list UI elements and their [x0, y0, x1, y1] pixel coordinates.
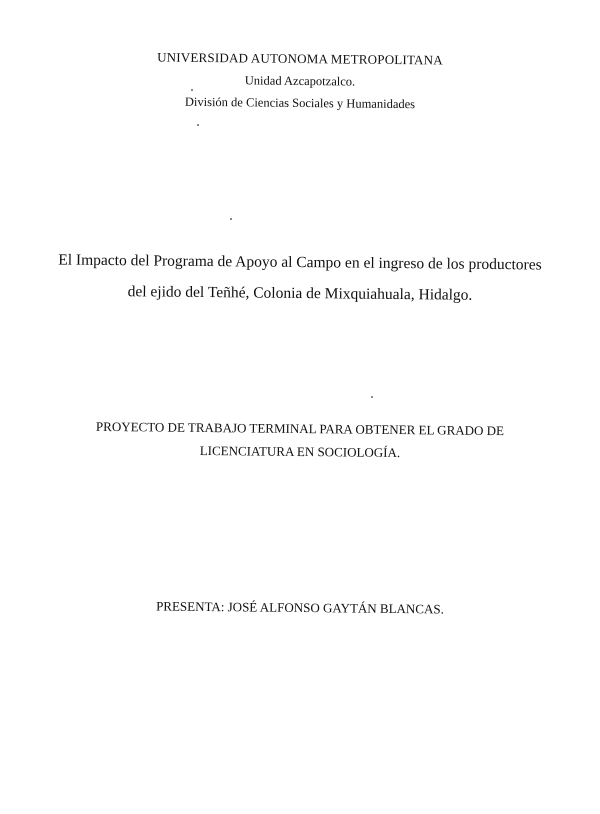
project-description-line-1: PROYECTO DE TRABAJO TERMINAL PARA OBTENER EL GRADO DE: [95, 418, 505, 439]
thesis-title-line-2: del ejido del Teñhé, Colonia de Mixquiahuala, Hidalgo.: [127, 283, 473, 304]
scan-speck: [197, 124, 199, 126]
project-description-line-2: LICENCIATURA EN SOCIOLOGÍA.: [199, 442, 401, 461]
division-name: División de Ciencias Sociales y Humanidades: [184, 94, 416, 112]
scan-speck: [230, 218, 232, 220]
scan-speck: [371, 396, 373, 398]
presenter-line: PRESENTA: JOSÉ ALFONSO GAYTÁN BLANCAS.: [156, 598, 444, 617]
scan-speck: [191, 89, 193, 91]
unit-name: Unidad Azcapotzalco.: [244, 73, 356, 89]
thesis-title-line-1: El Impacto del Programa de Apoyo al Campo en el ingreso de los productores: [58, 251, 542, 274]
university-name: UNIVERSIDAD AUTONOMA METROPOLITANA: [157, 49, 443, 68]
